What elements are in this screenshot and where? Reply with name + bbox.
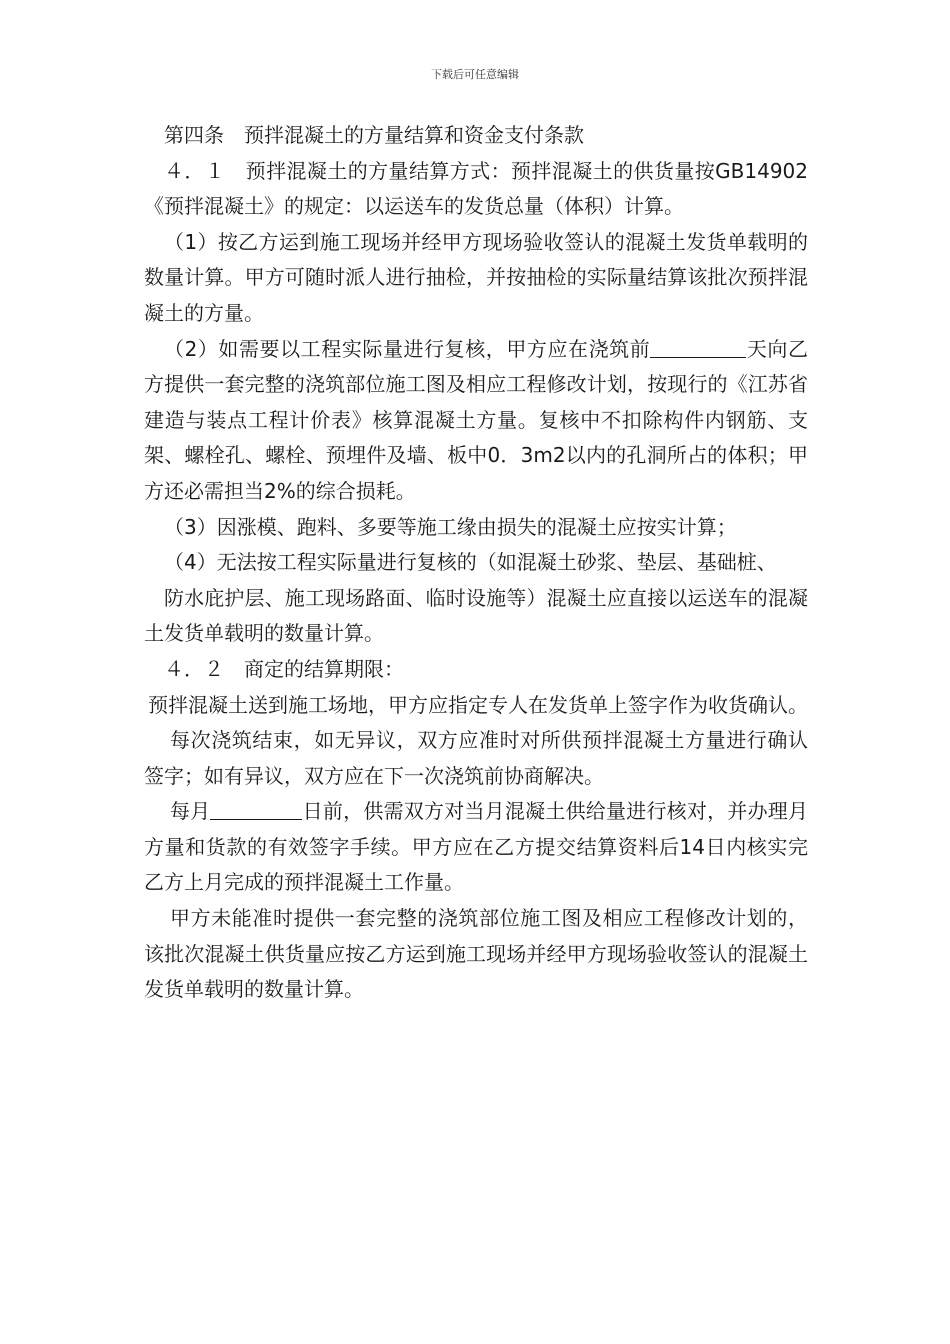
days-before-pour-blank[interactable] [650, 335, 746, 358]
monthly-text-a: 每月 [170, 799, 211, 824]
item-2 [144, 332, 808, 510]
failure-paragraph: 甲方未能准时提供一套完整的浇筑部位施工图及相应工程修改计划的，该批次混凝土供货量应按乙方运到施工现场并经甲方现场验收签认的混凝土发货单载明的数量计算。 [144, 906, 808, 1002]
article-body [144, 118, 808, 1008]
item-3: （3）因涨模、跑料、多要等施工缘由损失的混凝土应按实计算； [164, 514, 737, 539]
item-2-text-b: 天向乙方提供一套完整的浇筑部位施工图及相应工程修改计划，按现行的《江苏省建造与装点工程计价表》核算混凝土方量。复核中不扣除构件内钢筋、支架、螺栓孔、螺栓、预埋件及墙、板中0．3m2以内的孔洞所占的体积；甲方还必需担当2%的综合损耗。 [144, 336, 808, 503]
item-4-b: 防水庇护层、施工现场路面、临时设施等）混凝土应直接以运送车的混凝土发货单载明的数量计算。 [144, 585, 808, 646]
article-title: 第四条 预拌混凝土的方量结算和资金支付条款 [164, 123, 584, 147]
monthly-day-blank[interactable] [210, 797, 302, 820]
each-pour-paragraph: 每次浇筑结束，如无异议，双方应准时对所供预拌混凝土方量进行确认签字；如有异议，双方应在下一次浇筑前协商解决。 [144, 728, 808, 788]
section-4-1: ４．１ 预拌混凝土的方量结算方式：预拌混凝土的供货量按GB14902《预拌混凝土》的规定：以运送车的发货总量（体积）计算。 [144, 158, 808, 219]
section-4-2: ４．２ 商定的结算期限： [164, 656, 404, 681]
monthly-text-b: 日前，供需双方对当月混凝土供给量进行核对，并办理月方量和货款的有效签字手续。甲方应在乙方提交结算资料后14日内核实完乙方上月完成的预拌混凝土工作量。 [144, 799, 809, 895]
page-header: 下载后可任意编辑 [431, 68, 519, 81]
item-2-text-a: （2）如需要以工程实际量进行复核，甲方应在浇筑前 [164, 336, 651, 361]
monthly-paragraph [144, 794, 808, 901]
item-4-a: （4）无法按工程实际量进行复核的（如混凝土砂浆、垫层、基础桩、 [164, 550, 777, 575]
item-1: （1）按乙方运到施工现场并经甲方现场验收签认的混凝土发货单载明的数量计算。甲方可随时派人进行抽检，并按抽检的实际量结算该批次预拌混凝土的方量。 [144, 229, 808, 325]
delivery-paragraph: 预拌混凝土送到施工场地，甲方应指定专人在发货单上签字作为收货确认。 [148, 692, 808, 717]
